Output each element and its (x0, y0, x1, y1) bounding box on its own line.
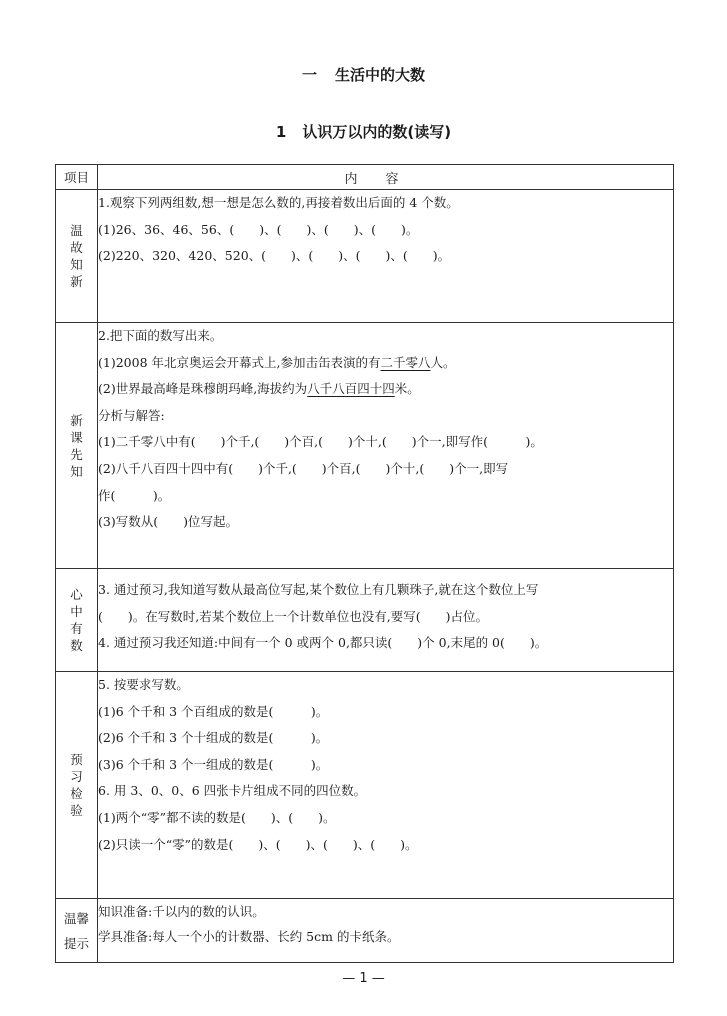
lesson-title-text: 认识万以内的数(读写) (302, 123, 452, 141)
section-label-review: 温故知新 (56, 190, 98, 323)
question-3: 3. 通过预习,我知道写数从最高位写起,某个数位上有几颗珠子,就在这个数位上写 (98, 582, 539, 597)
question-6: 6. 用 3、0、0、6 四张卡片组成不同的四位数。 (98, 783, 367, 799)
underlined-number-words: 八千八百四十四 (307, 381, 395, 397)
question-1: 1.观察下列两组数,想一想是怎么数的,再接着数出后面的 4 个数。 (98, 195, 459, 210)
question-2: 2.把下面的数写出来。 (98, 328, 223, 343)
section-label-check: 预习检验 (56, 672, 98, 899)
analysis-heading: 分析与解答: (98, 407, 165, 423)
question-1-part-2: (2)220、320、420、520、( )、( )、( )、( )。 (98, 248, 451, 264)
lesson-title (0, 121, 727, 142)
tip-tools: 学具准备:每人一个小的计数器、长约 5cm 的卡纸条。 (98, 929, 400, 944)
question-4: 4. 通过预习我还知道:中间有一个 0 或两个 0,都只读( )个 0,末尾的 0( )。 (98, 635, 548, 651)
question-2-part-1: (1)2008 年北京奥运会开幕式上,参加击缶表演的有二千零八人。 (98, 354, 456, 370)
tip-knowledge: 知识准备:千以内的数的认识。 (98, 904, 265, 919)
section-new-lesson-content (98, 323, 674, 569)
chapter-title (0, 64, 727, 85)
worksheet-table (55, 164, 674, 963)
answer-3: (3)写数从( )位写起。 (98, 514, 238, 530)
chapter-number: 一 (301, 66, 317, 84)
section-tips-content (98, 899, 674, 963)
lesson-number: 1 (275, 123, 287, 141)
question-6-part-2: (2)只读一个“零”的数是( )、( )、( )、( )。 (98, 836, 418, 852)
question-5-part-2: (2)6 个千和 3 个十组成的数是( )。 (98, 730, 329, 746)
page-number: — 1 — (342, 971, 385, 986)
question-3-cont: ( )。在写数时,若某个数位上一个计数单位也没有,要写( )占位。 (98, 608, 488, 624)
question-2-part-2: (2)世界最高峰是珠穆朗玛峰,海拔约为八千八百四十四米。 (98, 381, 420, 397)
question-5-part-3: (3)6 个千和 3 个一组成的数是( )。 (98, 756, 329, 772)
section-mind-content (98, 569, 674, 672)
answer-2-cont: 作( )。 (98, 487, 171, 503)
question-5: 5. 按要求写数。 (98, 677, 189, 692)
section-review-content (98, 190, 674, 323)
section-label-tips: 温馨提示 (56, 899, 98, 963)
question-5-part-1: (1)6 个千和 3 个百组成的数是( )。 (98, 703, 329, 719)
header-content: 内容 (98, 165, 674, 190)
question-6-part-1: (1)两个“零”都不读的数是( )、( )。 (98, 809, 336, 825)
section-label-mind: 心中有数 (56, 569, 98, 672)
section-check-content (98, 672, 674, 899)
chapter-title-text: 生活中的大数 (335, 66, 426, 84)
answer-2: (2)八千八百四十四中有( )个千,( )个百,( )个十,( )个一,即写 (98, 460, 509, 476)
header-project: 项目 (56, 165, 98, 190)
section-label-new-lesson: 新课先知 (56, 323, 98, 569)
underlined-number-words: 二千零八 (380, 354, 431, 370)
answer-1: (1)二千零八中有( )个千,( )个百,( )个十,( )个一,即写作( )。 (98, 434, 543, 450)
question-1-part-1: (1)26、36、46、56、( )、( )、( )、( )。 (98, 221, 419, 237)
